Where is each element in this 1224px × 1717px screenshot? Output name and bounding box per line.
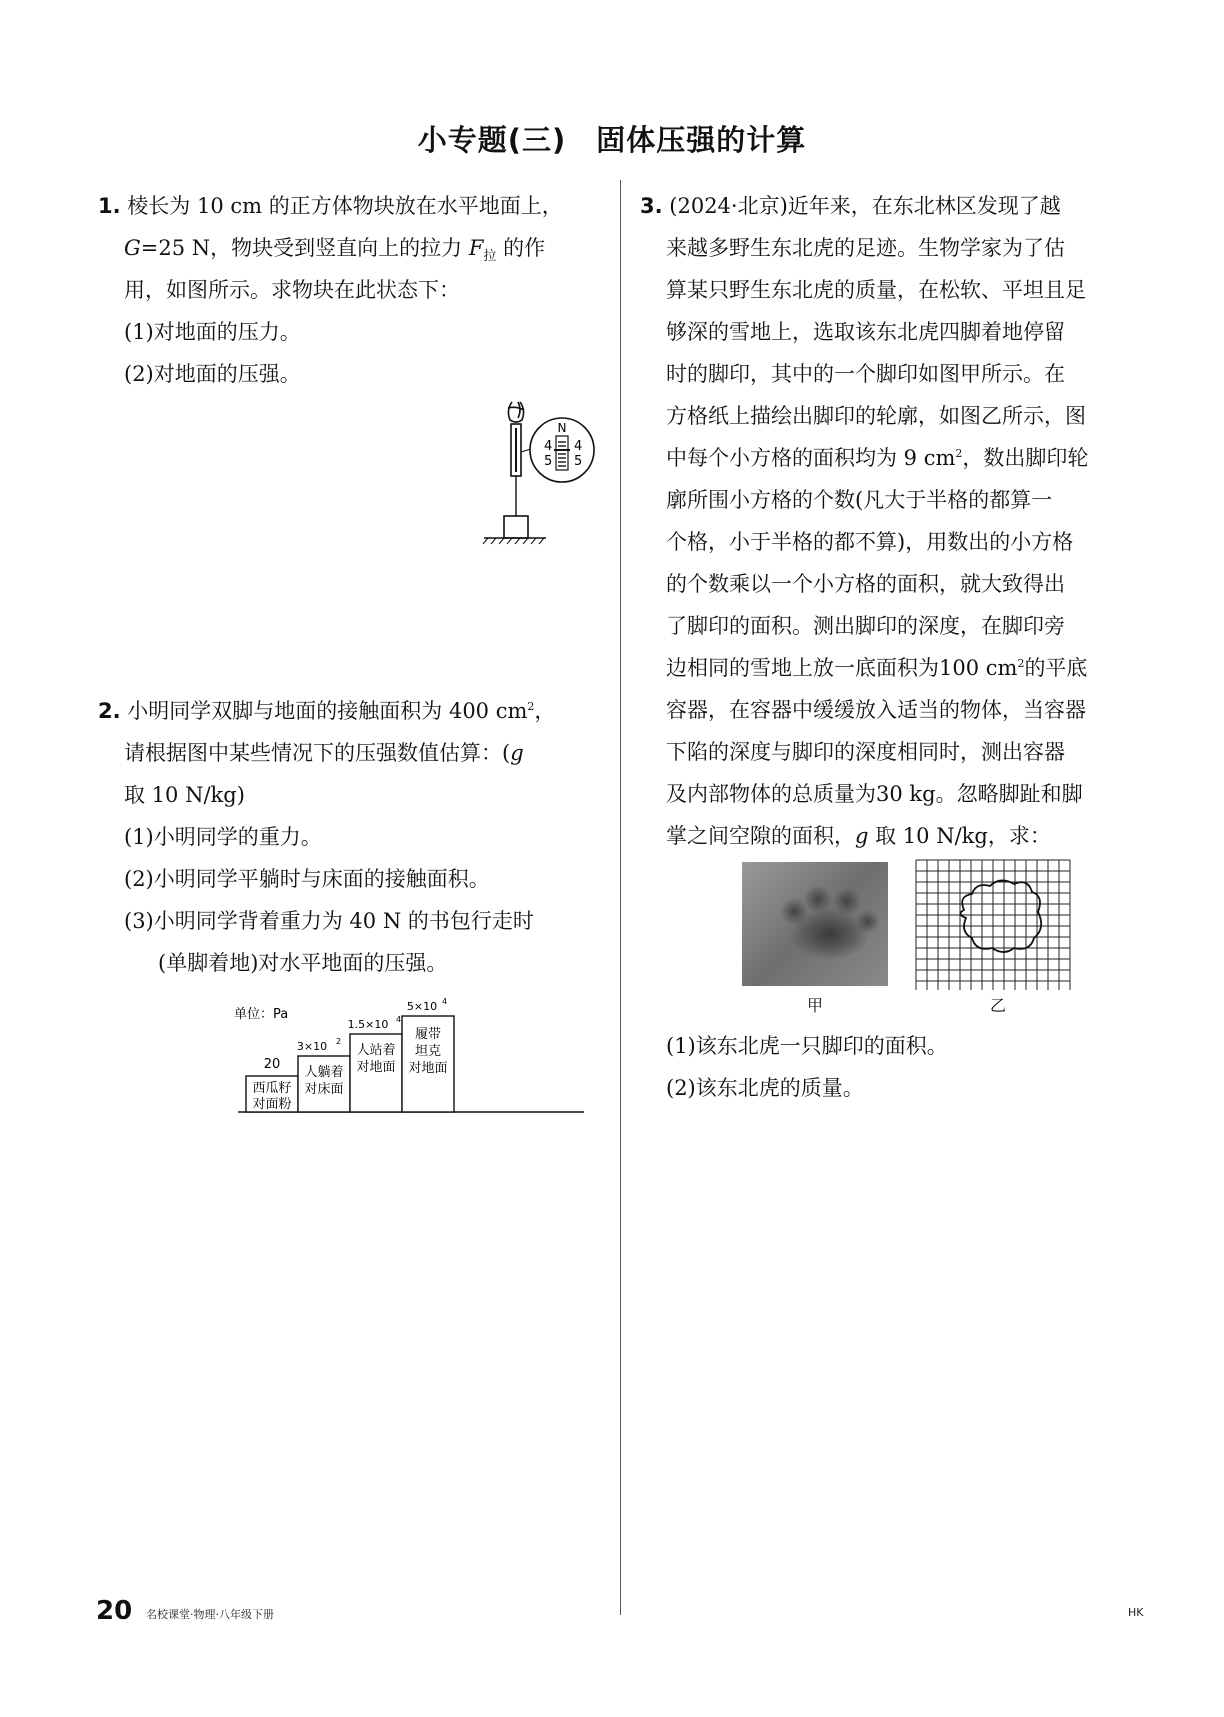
bar-value: 1.5×10 [347,1018,389,1031]
superscript: 2 [1017,657,1025,670]
spring-scale-figure [478,398,618,548]
tick-label-4: 4 [574,439,583,454]
tick-label-5: 5 [574,454,583,469]
question-number: 1. [98,194,121,218]
question-2 [98,690,555,984]
question-text: 的平底 [1024,656,1088,680]
bar-value-exponent: 2 [336,1037,342,1046]
column-divider [620,180,621,1615]
question-text: 了脚印的面积。测出脚印的深度，在脚印旁 [666,614,1065,638]
question-text: 的个数乘以一个小方格的面积，就大致得出 [666,572,1065,596]
pressure-chart [234,996,594,1116]
bar-label: 对床面 [304,1082,344,1097]
question-text: 下陷的深度与脚印的深度相同时，测出容器 [666,740,1065,764]
question-1 [98,185,563,395]
question-text: =25 N，物块受到竖直向上的拉力 [140,236,469,260]
tiger-footprint-photo [742,862,888,986]
sub-question-3: (3)小明同学背着重力为 40 N 的书包行走时 [124,909,534,933]
question-text: 来越多野生东北虎的足迹。生物学家为了估 [666,236,1065,260]
question-text: 够深的雪地上，选取该东北虎四脚着地停留 [666,320,1065,344]
question-text: 容器，在容器中缓缓放入适当的物体，当容器 [666,698,1086,722]
question-text: 个格，小于半格的都不算)，用数出的小方格 [666,530,1074,554]
footprint-grid-figure [914,858,1074,990]
tick-label-5: 5 [544,454,553,469]
question-text: 请根据图中某些情况下的压强数值估算：( [124,741,511,765]
bar-label: 履带 [414,1027,442,1042]
grid-lines [916,860,1070,990]
bar-label: 坦克 [414,1044,442,1059]
bar-value: 3×10 [296,1040,328,1053]
book-title: 名校课堂·物理·八年级下册 [146,1608,274,1621]
sub-question-1: (1)小明同学的重力。 [124,825,322,849]
page-number: 20 [96,1596,133,1626]
question-text: ， [534,699,556,723]
question-text: ，数出脚印轮 [962,446,1089,470]
sub-question-2: (2)该东北虎的质量。 [666,1076,864,1100]
gravity-symbol: G [124,236,141,260]
question-text: 取 10 N/kg) [124,783,245,807]
dial-unit: N [557,421,567,435]
g-symbol: g [855,824,869,848]
question-text: 的作 [496,236,546,260]
question-number: 2. [98,699,121,723]
bar-value: 20 [263,1057,281,1072]
question-text: 近年来，在东北林区发现了越 [787,194,1061,218]
question-text: 掌之间空隙的面积， [666,824,855,848]
question-3-subquestions [640,1025,948,1109]
bar-watermelon-seed [246,1057,298,1112]
question-text: 用，如图所示。求物块在此状态下： [124,278,460,302]
superscript: 2 [955,447,963,460]
question-text: 边相同的雪地上放一底面积为100 cm [666,656,1018,680]
bar-lying-on-bed [297,1037,350,1112]
bar-label: 对面粉 [252,1097,292,1112]
question-text: 时的脚印，其中的一个脚印如图甲所示。在 [666,362,1065,386]
question-text: 算某只野生东北虎的质量，在松软、平坦且足 [666,278,1086,302]
bar-label: 对地面 [408,1061,448,1076]
force-symbol: F [468,236,484,260]
question-text: 小明同学双脚与地面的接触面积为 400 cm [127,699,528,723]
sub-question-2: (2)对地面的压强。 [124,362,301,386]
sub-question-3-continued: (单脚着地)对水平地面的压强。 [158,951,448,975]
force-subscript: 拉 [483,249,497,265]
superscript: 2 [527,700,535,713]
page-title: 小专题(三) 固体压强的计算 [417,123,807,157]
bar-label: 西瓜籽 [252,1081,292,1096]
figure-caption-b: 乙 [990,996,1007,1015]
footprint-outline [960,880,1041,952]
edition-code: HK [1128,1606,1144,1619]
bar-standing-on-ground [348,1015,402,1112]
figure-caption-a: 甲 [807,996,824,1015]
question-number: 3. [640,194,663,218]
bar-tank [402,997,454,1112]
bar-label: 对地面 [356,1060,396,1075]
block [504,516,528,538]
hand-icon [508,402,524,422]
question-source: (2024·北京) [669,194,788,218]
question-text: 及内部物体的总质量为30 kg。忽略脚趾和脚 [666,782,1083,806]
question-text: 方格纸上描绘出脚印的轮廓，如图乙所示，图 [666,404,1086,428]
bar-label: 人站着 [356,1043,396,1058]
sub-question-1: (1)对地面的压力。 [124,320,301,344]
bar-value: 5×10 [406,1000,438,1013]
bar-value-exponent: 4 [396,1015,402,1024]
question-text: 廓所围小方格的个数(凡大于半格的都算一 [666,488,1053,512]
bar-value-exponent: 4 [442,997,448,1006]
sub-question-1: (1)该东北虎一只脚印的面积。 [666,1034,948,1058]
g-symbol: g [510,741,524,765]
question-3 [640,185,1088,857]
chart-unit: 单位：Pa [234,1007,289,1022]
bar-label: 人躺着 [304,1065,344,1080]
question-text: 中每个小方格的面积均为 9 cm [666,446,956,470]
question-text: 棱长为 10 cm 的正方体物块放在水平地面上， [127,194,563,218]
sub-question-2: (2)小明同学平躺时与床面的接触面积。 [124,867,490,891]
tick-label-4: 4 [544,439,553,454]
question-text: 取 10 N/kg，求： [868,824,1051,848]
